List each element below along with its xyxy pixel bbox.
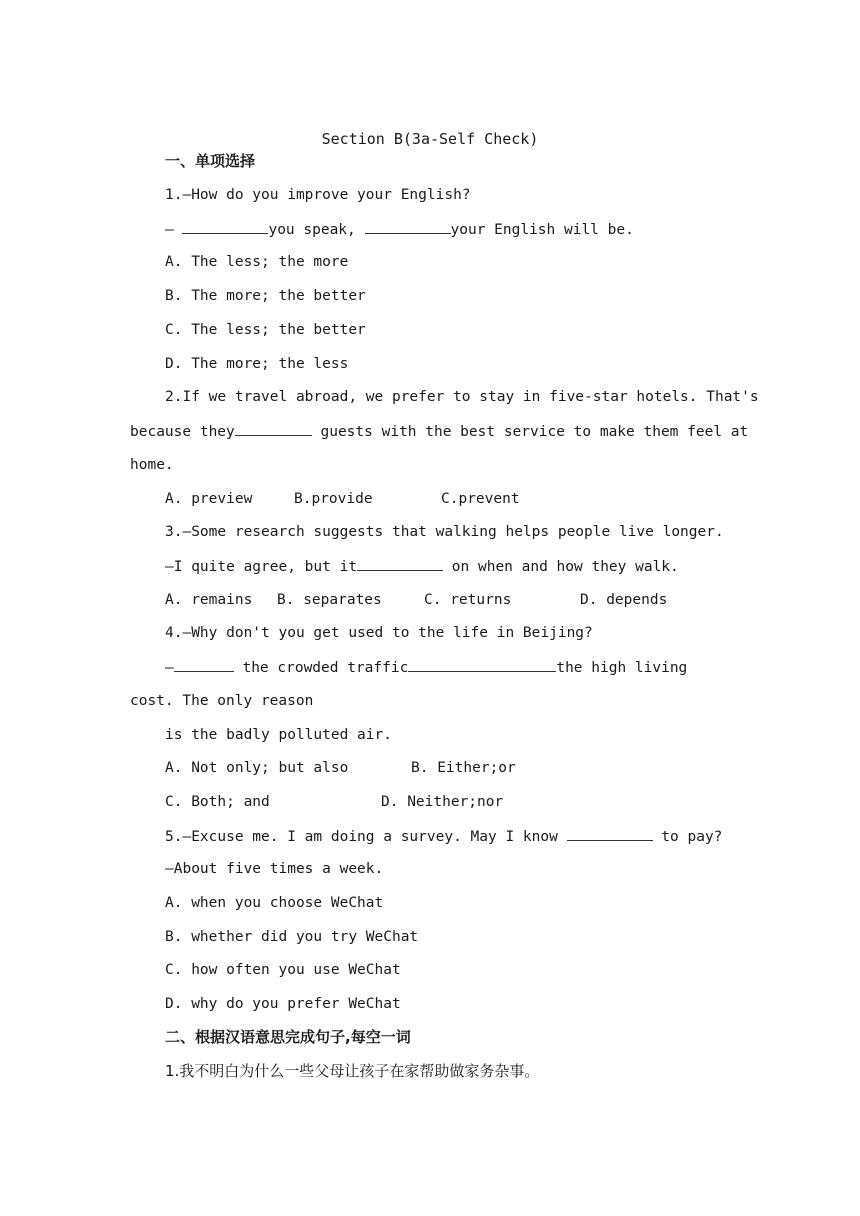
q5-option-b: B. whether did you try WeChat <box>165 929 419 945</box>
q3-line-2 <box>165 555 679 578</box>
q1-option-c: C. The less; the better <box>165 322 366 338</box>
q4-blank-2[interactable] <box>408 656 556 672</box>
q4-option-a: A. Not only; but also <box>165 760 349 776</box>
q1-option-b: B. The more; the better <box>165 288 366 304</box>
q3-text-2a: —I quite agree, but it <box>165 559 358 575</box>
page-title: Section B(3a-Self Check) <box>321 130 539 148</box>
q2-option-b: B.provide <box>294 491 373 507</box>
q3-blank[interactable] <box>357 555 443 571</box>
q4-option-d: D. Neither;nor <box>381 794 504 810</box>
q3-option-a: A. remains <box>165 592 253 608</box>
q1-dash: — <box>165 222 183 238</box>
q2-text-2b: guests with the best service to make them feel at <box>311 424 749 440</box>
q5-text-1a: 5.—Excuse me. I am doing a survey. May I know <box>165 829 567 845</box>
q1-option-a: A. The less; the more <box>165 254 349 270</box>
q4-line-3: cost. The only reason <box>130 693 314 709</box>
q5-line-1 <box>165 825 722 848</box>
q4-line-2 <box>165 656 687 679</box>
q4-option-c: C. Both; and <box>165 794 270 810</box>
q4-text-2a: — <box>165 660 174 676</box>
q2-line-3: home. <box>130 457 174 473</box>
q1-option-d: D. The more; the less <box>165 356 349 372</box>
q1-blank-2[interactable] <box>365 218 451 234</box>
q2-option-c: C.prevent <box>441 491 520 507</box>
q4-line-1: 4.—Why don't you get used to the life in Beijing? <box>165 625 593 641</box>
q5-blank[interactable] <box>567 825 653 841</box>
q3-option-c: C. returns <box>424 592 512 608</box>
q1-blank-1[interactable] <box>182 218 268 234</box>
q5-option-d: D. why do you prefer WeChat <box>165 996 401 1012</box>
q2-line-2 <box>130 420 748 443</box>
q3-option-b: B. separates <box>277 592 382 608</box>
q3-text-2b: on when and how they walk. <box>443 559 679 575</box>
q4-text-2b: the crowded traffic <box>233 660 409 676</box>
q4-line-4: is the badly polluted air. <box>165 727 392 743</box>
translation-q1: 1.我不明白为什么一些父母让孩子在家帮助做家务杂事。 <box>165 1062 540 1080</box>
q2-option-a: A. preview <box>165 491 253 507</box>
q1-answer-line <box>165 218 634 241</box>
q1-stem: 1.—How do you improve your English? <box>165 187 471 203</box>
q3-line-1: 3.—Some research suggests that walking helps people live longer. <box>165 524 724 540</box>
q5-text-1b: to pay? <box>652 829 723 845</box>
q1-text-end: your English will be. <box>450 222 634 238</box>
q2-text-1: 2.If we travel abroad, we prefer to stay in five-star hotels. That's <box>165 389 759 405</box>
q5-option-c: C. how often you use WeChat <box>165 962 401 978</box>
q5-option-a: A. when you choose WeChat <box>165 895 384 911</box>
q4-option-b: B. Either;or <box>411 760 516 776</box>
q4-blank-1[interactable] <box>174 656 234 672</box>
section-heading-translation: 二、根据汉语意思完成句子,每空一词 <box>165 1028 411 1046</box>
q1-text-mid: you speak, <box>268 222 365 238</box>
q2-line-1 <box>165 386 759 408</box>
q5-line-2: —About five times a week. <box>165 861 384 877</box>
section-heading-multiple-choice: 一、单项选择 <box>165 152 256 170</box>
q2-text-2a: because they <box>130 424 235 440</box>
q2-blank[interactable] <box>235 420 312 436</box>
q4-text-2c: the high living <box>556 660 688 676</box>
q3-option-d: D. depends <box>580 592 668 608</box>
